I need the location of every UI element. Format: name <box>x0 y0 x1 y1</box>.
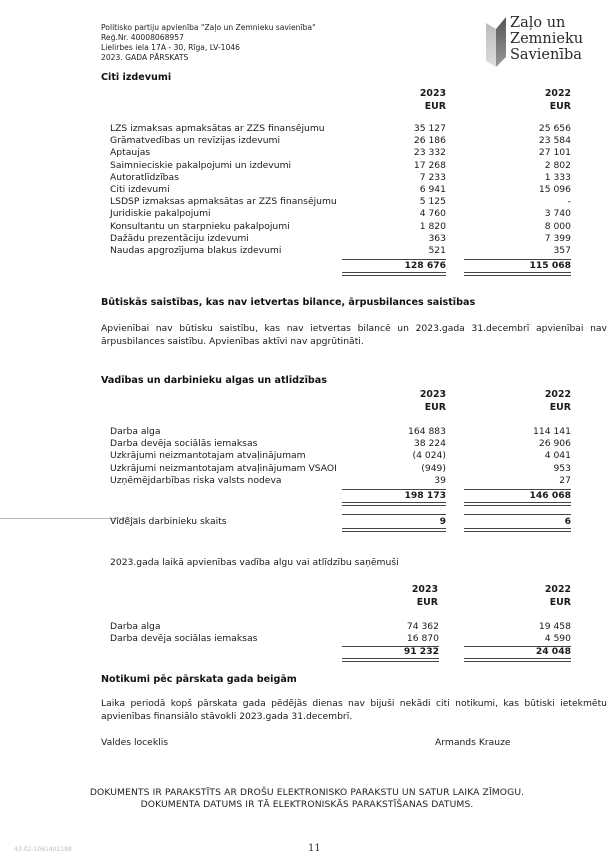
row-label: Vidējais darbinieku skaits <box>110 516 227 527</box>
value-2023: 9 <box>439 516 446 527</box>
value-2022: 25 656 <box>538 123 571 134</box>
column-header-2022 <box>470 388 571 414</box>
employees-top-rule <box>342 514 446 515</box>
table-row <box>110 633 580 645</box>
value-2023: 6 941 <box>419 184 446 195</box>
total-double-rule <box>342 658 439 662</box>
events-text: Laika periodā kopš pārskata gada pēdējās dienas nav bijuši nekādi citi notikumi, kas būtiski ietekmētu apvienības finansiālo stāvokli 2023.gada 31.decembrī. <box>101 698 607 722</box>
row-label: Darba alga <box>110 621 161 632</box>
value-2023: 521 <box>428 245 446 256</box>
value-2023: 39 <box>434 474 446 486</box>
total-2022: 146 068 <box>529 490 571 501</box>
value-2023: 38 224 <box>413 438 446 450</box>
year-label: 2022 <box>544 584 571 595</box>
value-2023: (4 024) <box>412 450 446 462</box>
row-label: Darba devēja sociālās iemaksas <box>110 438 258 450</box>
value-2023: 4 760 <box>419 208 446 220</box>
value-2022: - <box>567 196 571 208</box>
off-balance-text: Apvienībai nav būtisku saistību, kas nav ietvertas bilancē un 2023.gada 31.decembrī apvienībai nav ārpusbilances saistību. Apvienības aktīvi nav apgrūtināti. <box>101 323 607 347</box>
signatory-role: Valdes loceklis <box>101 737 169 748</box>
org-name: Politisko partiju apvienība "Zaļo un Zemnieku savienība" <box>101 23 316 32</box>
logo-text <box>510 15 583 63</box>
currency-label: EUR <box>549 101 571 112</box>
value-2022: 953 <box>553 462 571 474</box>
table-row <box>110 135 580 147</box>
year-label: 2023 <box>419 389 446 400</box>
value-2023: 16 870 <box>406 633 439 645</box>
column-header-2022 <box>470 583 571 609</box>
value-2023: 363 <box>428 232 446 244</box>
row-label: Uzkrājumi neizmantotajam atvaļinājumam <box>110 450 306 462</box>
value-2022: 27 <box>559 474 571 486</box>
signatory-name: Armands Krauze <box>435 737 511 748</box>
document-id: 43-02-1061402198 <box>14 846 72 853</box>
table-row <box>110 233 580 245</box>
total-double-rule <box>342 272 446 276</box>
table-row <box>110 475 580 487</box>
logo-line-1: Zaļo un <box>510 15 566 31</box>
value-2023: 23 332 <box>413 147 446 159</box>
value-2023: 26 186 <box>413 135 446 147</box>
value-2022: 19 458 <box>538 621 571 632</box>
total-double-rule <box>464 658 571 662</box>
value-2022: 6 <box>564 516 571 527</box>
section-title-events: Notikumi pēc pārskata gada beigām <box>101 674 297 685</box>
table-row <box>110 208 580 220</box>
year-label: 2023 <box>411 584 438 595</box>
party-logo <box>480 14 600 74</box>
section-title-off-balance: Būtiskās saistības, kas nav ietvertas bilance, ārpusbilances saistības <box>101 297 476 308</box>
row-label: Citi izdevumi <box>110 184 170 195</box>
row-label: Darba devēja sociālas iemaksas <box>110 633 258 645</box>
value-2022: 23 584 <box>538 135 571 147</box>
value-2022: 357 <box>553 245 571 256</box>
value-2022: 4 590 <box>544 633 571 645</box>
table-row <box>110 160 580 172</box>
table-row-total <box>110 646 580 658</box>
row-label: Darba alga <box>110 426 161 437</box>
row-label: Juridiskie pakalpojumi <box>110 208 211 220</box>
row-label: Dažādu prezentāciju izdevumi <box>110 232 249 244</box>
row-label: Uzņēmējdarbības riska valsts nodeva <box>110 474 282 486</box>
page-number: 11 <box>308 843 321 854</box>
table-row-total <box>110 260 580 272</box>
column-header-2023 <box>350 87 446 113</box>
currency-label: EUR <box>424 402 446 413</box>
value-2022: 4 041 <box>544 450 571 462</box>
total-2023: 198 173 <box>404 490 446 501</box>
address: Lielirbes iela 17A - 30, Rīga, LV-1046 <box>101 43 240 52</box>
value-2022: 7 399 <box>544 232 571 244</box>
currency-label: EUR <box>549 402 571 413</box>
total-double-rule <box>342 502 446 506</box>
section-title-other-expenses: Citi izdevumi <box>101 72 172 83</box>
table-row <box>110 184 580 196</box>
report-title: 2023. GADA PĀRSKATS <box>101 53 189 62</box>
total-2022: 115 068 <box>529 260 571 271</box>
currency-label: EUR <box>424 101 446 112</box>
value-2023: 5 125 <box>419 196 446 208</box>
value-2022: 26 906 <box>538 438 571 450</box>
value-2023: (949) <box>421 462 446 474</box>
year-label: 2022 <box>544 389 571 400</box>
table-row <box>110 221 580 233</box>
row-label: Grāmatvedības un revīzijas izdevumi <box>110 135 281 147</box>
document-header <box>101 23 316 63</box>
table-row-employees <box>110 516 580 528</box>
table-row <box>110 426 580 438</box>
value-2022: 27 101 <box>538 147 571 159</box>
logo-line-3: Savienība <box>510 47 582 63</box>
currency-label: EUR <box>416 597 438 608</box>
table-row-total <box>110 490 580 502</box>
value-2023: 164 883 <box>408 426 446 437</box>
section-title-salaries: Vadības un darbinieku algas un atlīdzības <box>101 375 327 386</box>
e-signature-notice-line-1: DOKUMENTS IR PARAKSTĪTS AR DROŠU ELEKTRONISKO PARAKSTU UN SATUR LAIKA ZĪMOGU. <box>89 787 525 798</box>
row-label: Autoratlīdzības <box>110 171 179 183</box>
value-2022: 1 333 <box>544 171 571 183</box>
table-row <box>110 463 580 475</box>
table-row <box>110 123 580 135</box>
row-label: Aptaujas <box>110 147 151 159</box>
row-label: Konsultantu un starpnieku pakalpojumi <box>110 220 290 232</box>
table-row <box>110 450 580 462</box>
value-2022: 3 740 <box>544 208 571 220</box>
value-2022: 8 000 <box>544 220 571 232</box>
column-header-2023 <box>350 388 446 414</box>
e-signature-notice-line-2: DOKUMENTA DATUMS IR TĀ ELEKTRONISKĀS PARAKSTĪŠANAS DATUMS. <box>140 799 474 810</box>
total-2023: 128 676 <box>404 260 446 271</box>
year-label: 2022 <box>544 88 571 99</box>
year-label: 2023 <box>419 88 446 99</box>
table-row <box>110 245 580 257</box>
employees-double-rule <box>464 528 571 532</box>
table-row <box>110 438 580 450</box>
value-2023: 17 268 <box>413 159 446 171</box>
logo-line-2: Zemnieku <box>510 31 584 47</box>
column-header-2022 <box>470 87 571 113</box>
logo-mark-icon <box>486 17 508 67</box>
row-label: Naudas apgrozījuma blakus izdevumi <box>110 245 282 256</box>
currency-label: EUR <box>549 597 571 608</box>
value-2023: 7 233 <box>419 171 446 183</box>
table-row <box>110 147 580 159</box>
employees-double-rule <box>342 528 446 532</box>
employees-top-rule <box>464 514 571 515</box>
column-header-2023 <box>342 583 438 609</box>
row-label: LSDSP izmaksas apmaksātas ar ZZS finansējumu <box>110 196 337 208</box>
value-2023: 1 820 <box>419 220 446 232</box>
total-2023: 91 232 <box>403 646 439 657</box>
table-row <box>110 172 580 184</box>
registration-number: Reģ.Nr. 40008068957 <box>101 33 184 42</box>
management-intro: 2023.gada laikā apvienības vadība algu vai atlīdzību saņēmuši <box>110 557 399 568</box>
row-label: LZS izmaksas apmaksātas ar ZZS finansējumu <box>110 123 325 134</box>
table-row <box>110 196 580 208</box>
value-2023: 35 127 <box>413 123 446 134</box>
total-double-rule <box>464 272 571 276</box>
value-2023: 74 362 <box>406 621 439 632</box>
total-2022: 24 048 <box>535 646 571 657</box>
table-row <box>110 621 580 633</box>
value-2022: 15 096 <box>538 184 571 195</box>
total-double-rule <box>464 502 571 506</box>
value-2022: 114 141 <box>533 426 571 437</box>
row-label: Uzkrājumi neizmantotajam atvaļinājumam VSAOI <box>110 462 337 474</box>
value-2022: 2 802 <box>544 159 571 171</box>
row-label: Saimnieciskie pakalpojumi un izdevumi <box>110 159 292 171</box>
